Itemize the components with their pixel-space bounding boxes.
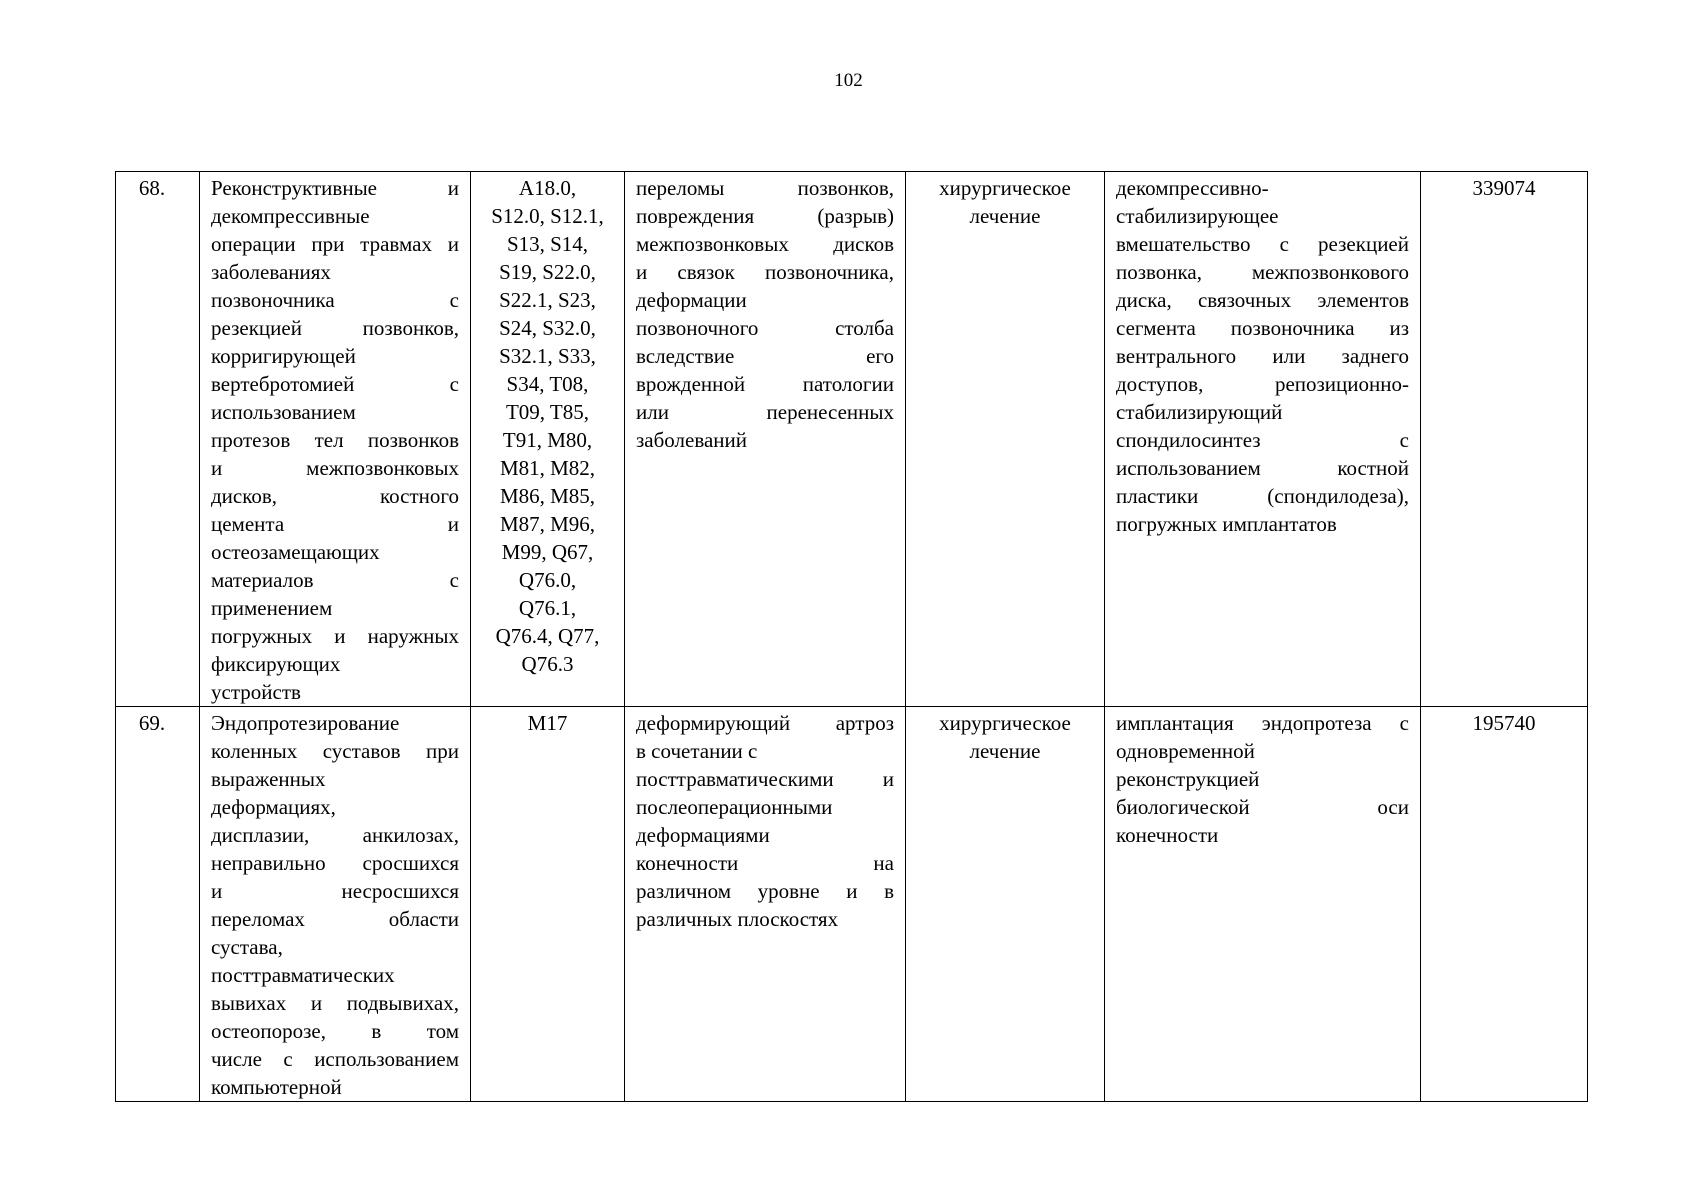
- text-line: стабилизирующий: [1116, 400, 1283, 424]
- text-line: пластики (спондилодеза),: [1116, 484, 1409, 508]
- text-line: S19, S22.0,: [499, 260, 596, 284]
- text-line: S24, S32.0,: [499, 316, 596, 340]
- text-line: деформациями: [636, 823, 770, 847]
- text-line: M81, M82,: [499, 456, 596, 480]
- text-line: M86, M85,: [499, 484, 596, 508]
- treatment-method-cell: [1105, 172, 1421, 707]
- text-line: доступов, репозиционно-: [1116, 372, 1409, 396]
- text-line: конечности на: [636, 851, 894, 875]
- text-line: вывихах и подвывихах,: [211, 991, 459, 1015]
- text-line: и связок позвоночника,: [636, 260, 894, 284]
- diagnosis-codes-cell: [471, 172, 625, 707]
- text-line: различных плоскостях: [636, 907, 839, 931]
- text-line: использованием: [211, 400, 356, 424]
- text-line: имплантация эндопротеза с: [1116, 711, 1409, 735]
- text-line: хирургическое: [939, 176, 1071, 200]
- text-line: Q76.4, Q77,: [495, 624, 600, 648]
- text-line: T09, T85,: [505, 400, 590, 424]
- treatment-method-cell: [1105, 707, 1421, 1102]
- text-line: устройств: [211, 680, 301, 704]
- text-line: лечение: [969, 204, 1041, 228]
- text-line: в сочетании с: [636, 739, 758, 763]
- text-line: компьютерной: [211, 1075, 342, 1099]
- table-row: [116, 707, 1588, 1102]
- text-line: операции при травмах и: [211, 232, 459, 256]
- text-line: врожденной патологии: [636, 372, 894, 396]
- text-line: деформирующий артроз: [636, 711, 894, 735]
- text-line: повреждения (разрыв): [636, 204, 894, 228]
- text-line: переломах области: [211, 907, 459, 931]
- text-line: выраженных: [211, 767, 326, 791]
- text-line: Эндопротезирование: [211, 711, 400, 735]
- text-line: и межпозвонковых: [211, 456, 459, 480]
- text-line: вентрального или заднего: [1116, 344, 1409, 368]
- text-line: погружных и наружных: [211, 624, 459, 648]
- text-line: позвоночного столба: [636, 316, 894, 340]
- text-line: M87, M96,: [499, 512, 596, 536]
- text-line: Q76.3: [521, 652, 574, 676]
- text-line: биологической оси: [1116, 795, 1409, 819]
- table-row: [116, 172, 1588, 707]
- text-line: межпозвонковых дисков: [636, 232, 894, 256]
- text-line: переломы позвонков,: [636, 176, 894, 200]
- text-line: позвоночника с: [211, 288, 459, 312]
- row-number: 68.: [116, 172, 200, 707]
- text-line: резекцией позвонков,: [211, 316, 459, 340]
- text-line: Q76.0,: [518, 568, 577, 592]
- text-line: цемента и: [211, 512, 459, 536]
- text-line: диска, связочных элементов: [1116, 288, 1409, 312]
- text-line: одновременной: [1116, 739, 1255, 763]
- text-line: деформациях,: [211, 795, 336, 819]
- condition-cell: [625, 172, 906, 707]
- text-line: S22.1, S23,: [499, 288, 596, 312]
- intervention-name-cell: [200, 707, 471, 1102]
- text-line: вмешательство с резекцией: [1116, 232, 1409, 256]
- text-line: неправильно сросшихся: [211, 851, 459, 875]
- text-line: позвонка, межпозвонкового: [1116, 260, 1409, 284]
- text-line: заболеваниях: [211, 260, 331, 284]
- text-line: A18.0,: [518, 176, 577, 200]
- text-line: S34, T08,: [506, 372, 589, 396]
- text-line: стабилизирующее: [1116, 204, 1279, 228]
- text-line: различном уровне и в: [636, 879, 894, 903]
- text-line: или перенесенных: [636, 400, 894, 424]
- text-line: заболеваний: [636, 428, 747, 452]
- treatment-type-cell: [906, 172, 1105, 707]
- text-line: материалов с: [211, 568, 459, 592]
- text-line: декомпрессивно-: [1116, 176, 1269, 200]
- text-line: вследствие его: [636, 344, 894, 368]
- text-line: погружных имплантатов: [1116, 512, 1337, 536]
- intervention-name-cell: [200, 172, 471, 707]
- medical-care-table: [115, 171, 1588, 1102]
- text-line: и несросшихся: [211, 879, 459, 903]
- text-line: Q76.1,: [518, 596, 577, 620]
- treatment-type-cell: [906, 707, 1105, 1102]
- text-line: коленных суставов при: [211, 739, 459, 763]
- text-line: конечности: [1116, 823, 1219, 847]
- text-line: спондилосинтез с: [1116, 428, 1409, 452]
- row-number: 69.: [116, 707, 200, 1102]
- text-line: S32.1, S33,: [499, 344, 596, 368]
- text-line: T91, M80,: [502, 428, 593, 452]
- cost-cell: 195740: [1421, 707, 1588, 1102]
- text-line: M17: [527, 711, 568, 735]
- condition-cell: [625, 707, 906, 1102]
- text-line: S12.0, S12.1,: [491, 204, 604, 228]
- text-line: лечение: [969, 739, 1041, 763]
- text-line: сустава,: [211, 935, 283, 959]
- cost-cell: 339074: [1421, 172, 1588, 707]
- text-line: остеопорозе, в том: [211, 1019, 459, 1043]
- text-line: деформации: [636, 288, 747, 312]
- text-line: остеозамещающих: [211, 540, 380, 564]
- text-line: применением: [211, 596, 333, 620]
- text-line: дисплазии, анкилозах,: [211, 823, 459, 847]
- text-line: S13, S14,: [506, 232, 589, 256]
- text-line: M99, Q67,: [501, 540, 594, 564]
- text-line: вертебротомией с: [211, 372, 459, 396]
- text-line: хирургическое: [939, 711, 1071, 735]
- text-line: реконструкцией: [1116, 767, 1260, 791]
- text-line: посттравматических: [211, 963, 395, 987]
- text-line: декомпрессивные: [211, 204, 370, 228]
- page-number: 102: [834, 70, 863, 91]
- text-line: Реконструктивные и: [211, 176, 459, 200]
- text-line: корригирующей: [211, 344, 356, 368]
- text-line: протезов тел позвонков: [211, 428, 459, 452]
- text-line: дисков, костного: [211, 484, 459, 508]
- text-line: фиксирующих: [211, 652, 341, 676]
- text-line: послеоперационными: [636, 795, 833, 819]
- text-line: сегмента позвоночника из: [1116, 316, 1409, 340]
- text-line: использованием костной: [1116, 456, 1409, 480]
- text-line: посттравматическими и: [636, 767, 894, 791]
- text-line: числе с использованием: [211, 1047, 459, 1071]
- diagnosis-codes-cell: [471, 707, 625, 1102]
